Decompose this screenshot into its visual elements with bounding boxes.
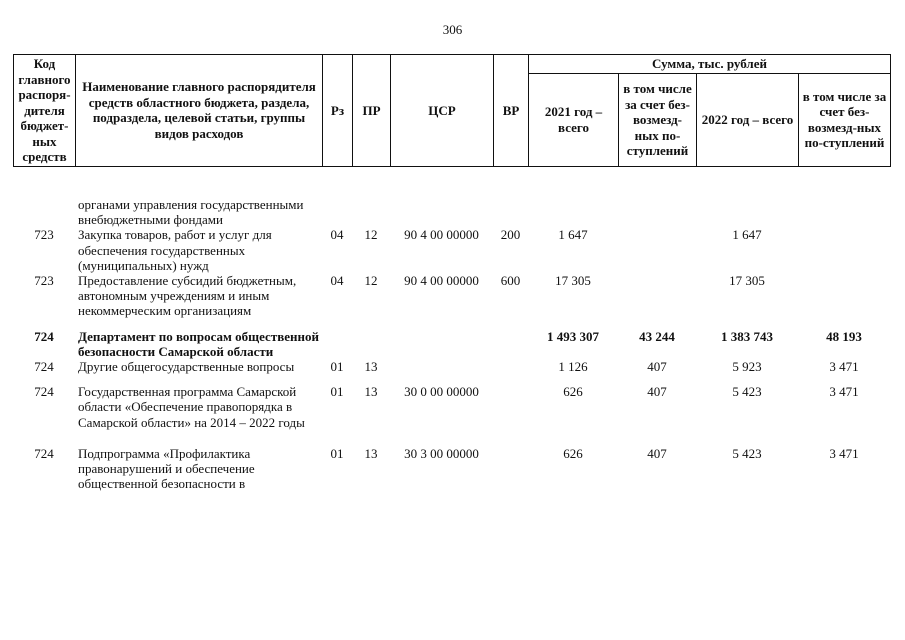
cell-code xyxy=(13,197,75,227)
cell-csr xyxy=(390,329,493,359)
cell-2021-total: 1 126 xyxy=(558,359,588,375)
cell-2021-grat xyxy=(618,197,696,227)
cell-csr: 90 4 00 00000 xyxy=(404,273,479,289)
cell-csr xyxy=(390,359,493,374)
cell-code: 724 xyxy=(34,359,54,375)
cell-pr xyxy=(352,197,390,227)
cell-2021-grat xyxy=(618,273,696,319)
cell-rz: 01 xyxy=(330,445,344,461)
table-row xyxy=(13,446,890,492)
header-csr: ЦСР xyxy=(391,55,494,167)
cell-code: 724 xyxy=(34,384,54,400)
cell-code: 723 xyxy=(34,273,54,289)
cell-2021-total xyxy=(528,197,618,227)
cell-name: Подпрограмма «Профилактика правонарушений и обеспечение общественной безопасности в xyxy=(78,445,255,492)
cell-name: Другие общегосударственные вопросы xyxy=(78,359,295,375)
cell-2021-grat: 407 xyxy=(647,384,667,400)
cell-name: Департамент по вопросам общественной безопасности Самарской области xyxy=(78,328,319,359)
page-number: 306 xyxy=(442,22,463,37)
cell-2021-grat xyxy=(618,227,696,273)
table-row xyxy=(13,197,890,227)
cell-2021-grat: 407 xyxy=(647,445,667,461)
cell-pr xyxy=(352,329,390,359)
cell-2021-total: 626 xyxy=(563,445,583,461)
cell-2022-grat: 3 471 xyxy=(829,384,859,400)
cell-name: Закупка товаров, работ и услуг для обеспечения государственных (муниципальных) нужд xyxy=(78,227,272,273)
cell-2022-grat xyxy=(798,273,890,319)
table-row xyxy=(13,329,890,359)
cell-name: Предоставление субсидий бюджетным, автономным учреждениям и иным некоммерческим организациям xyxy=(78,273,297,319)
header-rz: Рз xyxy=(323,55,353,167)
header-code: Код главного распоря-дителя бюджет-ных средств xyxy=(14,55,76,167)
cell-code: 724 xyxy=(34,328,54,344)
header-2022-grat: в том числе за счет без-возмезд-ных по-ступлений xyxy=(799,74,891,167)
cell-2021-total: 626 xyxy=(563,384,583,400)
table-row xyxy=(13,273,890,319)
cell-rz: 04 xyxy=(330,273,344,289)
cell-pr: 12 xyxy=(364,273,378,289)
cell-vr xyxy=(493,359,528,374)
table-row xyxy=(13,384,890,430)
cell-csr: 90 4 00 00000 xyxy=(404,227,479,243)
cell-vr xyxy=(493,329,528,359)
table-row xyxy=(13,227,890,273)
cell-vr xyxy=(493,197,528,227)
cell-2022-grat: 48 193 xyxy=(826,328,862,344)
header-2021-grat: в том числе за счет без-возмезд-ных по-ступлений xyxy=(619,74,697,167)
cell-rz xyxy=(322,197,352,227)
cell-pr: 12 xyxy=(364,227,378,243)
cell-code: 723 xyxy=(34,227,54,243)
cell-2022-grat xyxy=(798,197,890,227)
cell-pr: 13 xyxy=(364,384,378,400)
header-vr: ВР xyxy=(494,55,529,167)
cell-2022-total xyxy=(696,197,798,227)
cell-vr xyxy=(493,384,528,430)
cell-rz: 01 xyxy=(330,384,344,400)
header-sum-title: Сумма, тыс. рублей xyxy=(529,55,891,74)
cell-2022-total: 5 423 xyxy=(732,384,762,400)
cell-name: органами управления государственными внебюджетными фондами xyxy=(78,197,304,228)
cell-csr: 30 0 00 00000 xyxy=(404,384,479,400)
cell-csr: 30 3 00 00000 xyxy=(404,445,479,461)
cell-code: 724 xyxy=(34,445,54,461)
cell-csr xyxy=(390,197,493,227)
table-body xyxy=(13,187,890,491)
cell-2021-total: 1 647 xyxy=(558,227,588,243)
cell-vr xyxy=(493,446,528,492)
cell-2022-total: 17 305 xyxy=(729,273,765,289)
cell-rz: 04 xyxy=(330,227,344,243)
cell-2021-total: 1 493 307 xyxy=(547,328,599,344)
cell-vr: 600 xyxy=(500,273,521,289)
table-row xyxy=(13,359,890,374)
header-2021-total: 2021 год – всего xyxy=(529,74,619,167)
cell-rz xyxy=(322,329,352,359)
cell-name: Государственная программа Самарской области «Обеспечение правопорядка в Самарской области» на 2014 – 2022 годы xyxy=(78,384,305,430)
header-pr: ПР xyxy=(353,55,391,167)
cell-2022-grat: 3 471 xyxy=(829,359,859,375)
cell-2021-total: 17 305 xyxy=(555,273,591,289)
cell-2022-total: 5 423 xyxy=(732,445,762,461)
cell-2022-total: 5 923 xyxy=(732,359,762,375)
header-2022-total: 2022 год – всего xyxy=(697,74,799,167)
cell-2022-total: 1 647 xyxy=(732,227,762,243)
table-header xyxy=(13,54,891,167)
header-name: Наименование главного распорядителя средств областного бюджета, раздела, подраздела, целевой статьи, группы видов расходов xyxy=(76,55,323,167)
cell-pr: 13 xyxy=(364,359,378,375)
cell-pr: 13 xyxy=(364,445,378,461)
cell-2022-total: 1 383 743 xyxy=(721,328,773,344)
cell-vr: 200 xyxy=(500,227,521,243)
cell-2022-grat: 3 471 xyxy=(829,445,859,461)
cell-2022-grat xyxy=(798,227,890,273)
cell-2021-grat: 407 xyxy=(647,359,667,375)
cell-2021-grat: 43 244 xyxy=(639,328,675,344)
cell-rz: 01 xyxy=(330,359,344,375)
